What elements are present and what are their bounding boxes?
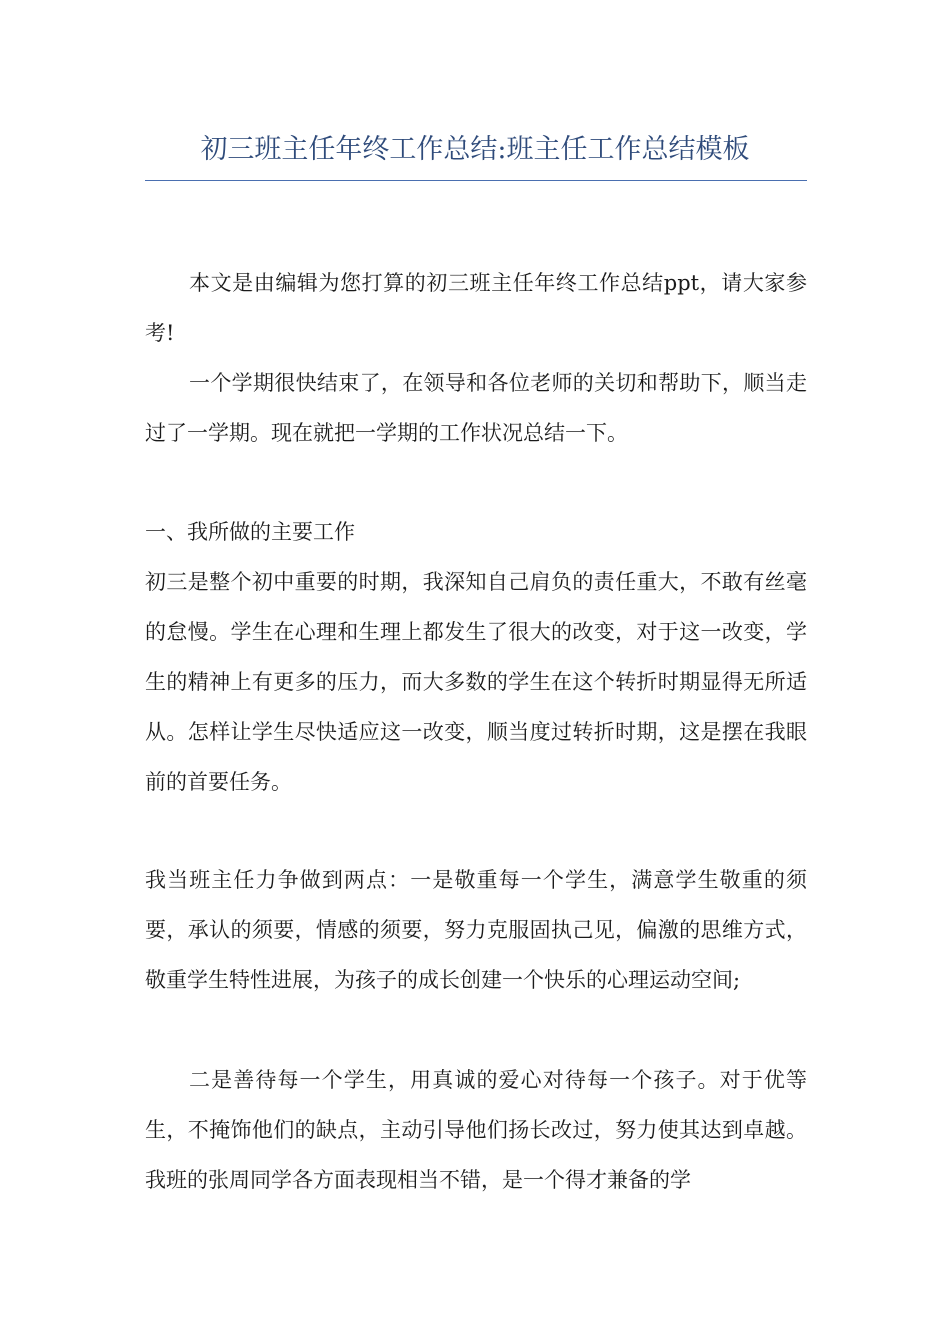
paragraph-intro: 本文是由编辑为您打算的初三班主任年终工作总结ppt，请大家参考! (145, 271, 807, 345)
paragraph-two-points: 我当班主任力争做到两点：一是敬重每一个学生，满意学生敬重的须要，承认的须要，情感的须要，努力克服固执己见，偏激的思维方式，敬重学生特性进展，为孩子的成长创建一个快乐的心理运动空间; (145, 868, 807, 992)
paragraph-main-work: 初三是整个初中重要的时期，我深知自己肩负的责任重大，不敢有丝毫的怠慢。学生在心理和生理上都发生了很大的改变，对于这一改变，学生的精神上有更多的压力，而大多数的学生在这个转折时期显得无所适从。怎样让学生尽快适应这一改变，顺当度过转折时期，这是摆在我眼前的首要任务。 (145, 570, 807, 794)
document-title: 初三班主任年终工作总结:班主任工作总结模板 (200, 134, 750, 165)
paragraph-second-point: 二是善待每一个学生，用真诚的爱心对待每一个孩子。对于优等生，不掩饰他们的缺点，主动引导他们扬长改过，努力使其达到卓越。我班的张周同学各方面表现相当不错，是一个得才兼备的学 (145, 1068, 807, 1192)
title-underline (145, 180, 807, 181)
paragraph-opening: 一个学期很快结束了，在领导和各位老师的关切和帮助下，顺当走过了一学期。现在就把一学期的工作状况总结一下。 (145, 371, 807, 445)
section-heading: 一、我所做的主要工作 (145, 520, 355, 544)
